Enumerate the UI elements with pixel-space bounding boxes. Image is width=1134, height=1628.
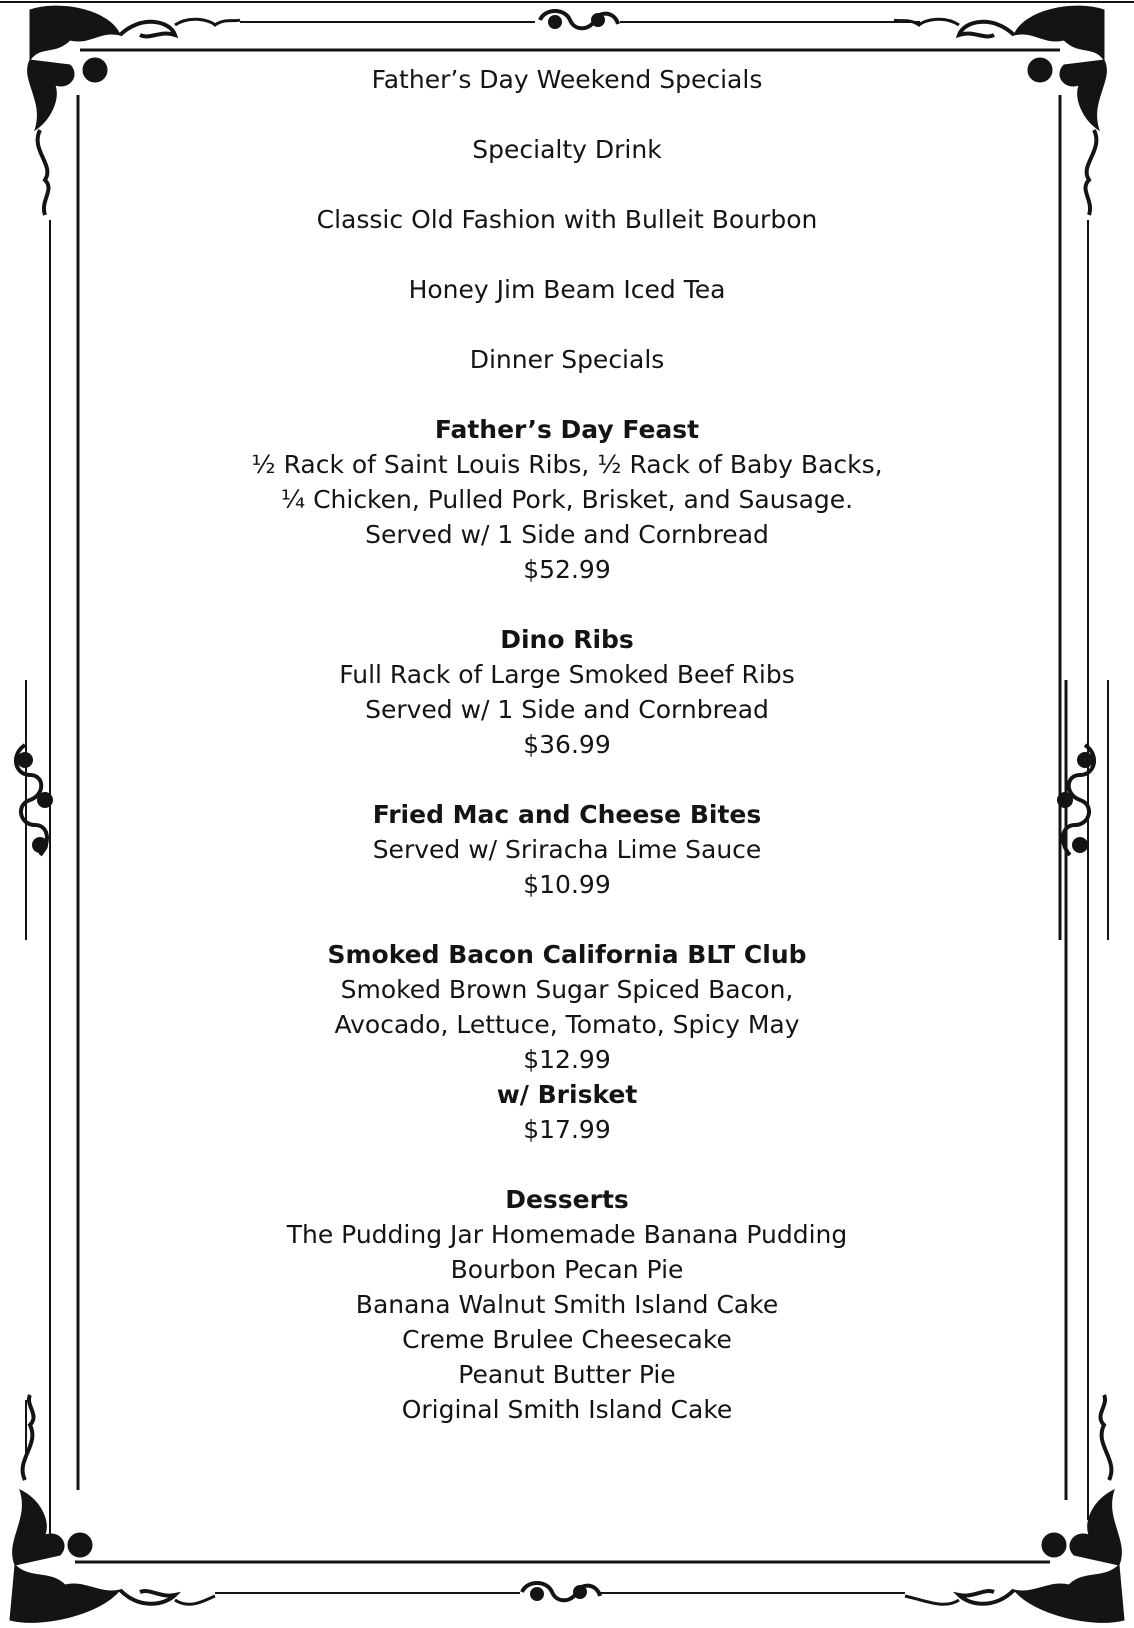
addon-name: w/ Brisket bbox=[496, 1080, 638, 1109]
special-name: Father’s Day Feast bbox=[434, 415, 700, 444]
special-price: $12.99 bbox=[523, 1045, 611, 1074]
special-description: Full Rack of Large Smoked Beef Ribs bbox=[339, 660, 795, 689]
drink-item: Honey Jim Beam Iced Tea bbox=[408, 275, 726, 304]
special-description: Served w/ 1 Side and Cornbread bbox=[365, 695, 769, 724]
menu-content bbox=[100, 62, 1034, 1427]
desserts-heading: Desserts bbox=[505, 1185, 629, 1214]
addon-price: $17.99 bbox=[523, 1115, 611, 1144]
dessert-item: Creme Brulee Cheesecake bbox=[402, 1325, 732, 1354]
corner-ornament-bottom-right bbox=[905, 1395, 1124, 1622]
special-description: Avocado, Lettuce, Tomato, Spicy May bbox=[334, 1010, 800, 1039]
dessert-item: Banana Walnut Smith Island Cake bbox=[355, 1290, 779, 1319]
special-name: Smoked Bacon California BLT Club bbox=[327, 940, 807, 969]
special-price: $52.99 bbox=[523, 555, 611, 584]
dessert-item: Peanut Butter Pie bbox=[458, 1360, 676, 1389]
drink-item: Classic Old Fashion with Bulleit Bourbon bbox=[316, 205, 818, 234]
menu-title: Father’s Day Weekend Specials bbox=[371, 65, 763, 94]
drinks-heading: Specialty Drink bbox=[472, 135, 662, 164]
center-flourish-top bbox=[540, 11, 618, 28]
dinner-heading: Dinner Specials bbox=[469, 345, 665, 374]
special-price: $36.99 bbox=[523, 730, 611, 759]
special-description: Smoked Brown Sugar Spiced Bacon, bbox=[340, 975, 794, 1004]
special-price: $10.99 bbox=[523, 870, 611, 899]
special-description: ½ Rack of Saint Louis Ribs, ½ Rack of Baby Backs, bbox=[251, 450, 883, 479]
dessert-item: The Pudding Jar Homemade Banana Pudding bbox=[286, 1220, 848, 1249]
dessert-item: Original Smith Island Cake bbox=[401, 1395, 733, 1424]
center-flourish-bottom bbox=[522, 1583, 600, 1600]
special-description: Served w/ Sriracha Lime Sauce bbox=[372, 835, 762, 864]
dessert-item: Bourbon Pecan Pie bbox=[450, 1255, 684, 1284]
special-description: ¼ Chicken, Pulled Pork, Brisket, and Sausage. bbox=[280, 485, 854, 514]
side-flourish-left bbox=[16, 745, 51, 855]
corner-ornament-bottom-left bbox=[10, 1395, 215, 1622]
special-name: Dino Ribs bbox=[500, 625, 634, 654]
special-description: Served w/ 1 Side and Cornbread bbox=[365, 520, 769, 549]
special-name: Fried Mac and Cheese Bites bbox=[372, 800, 762, 829]
